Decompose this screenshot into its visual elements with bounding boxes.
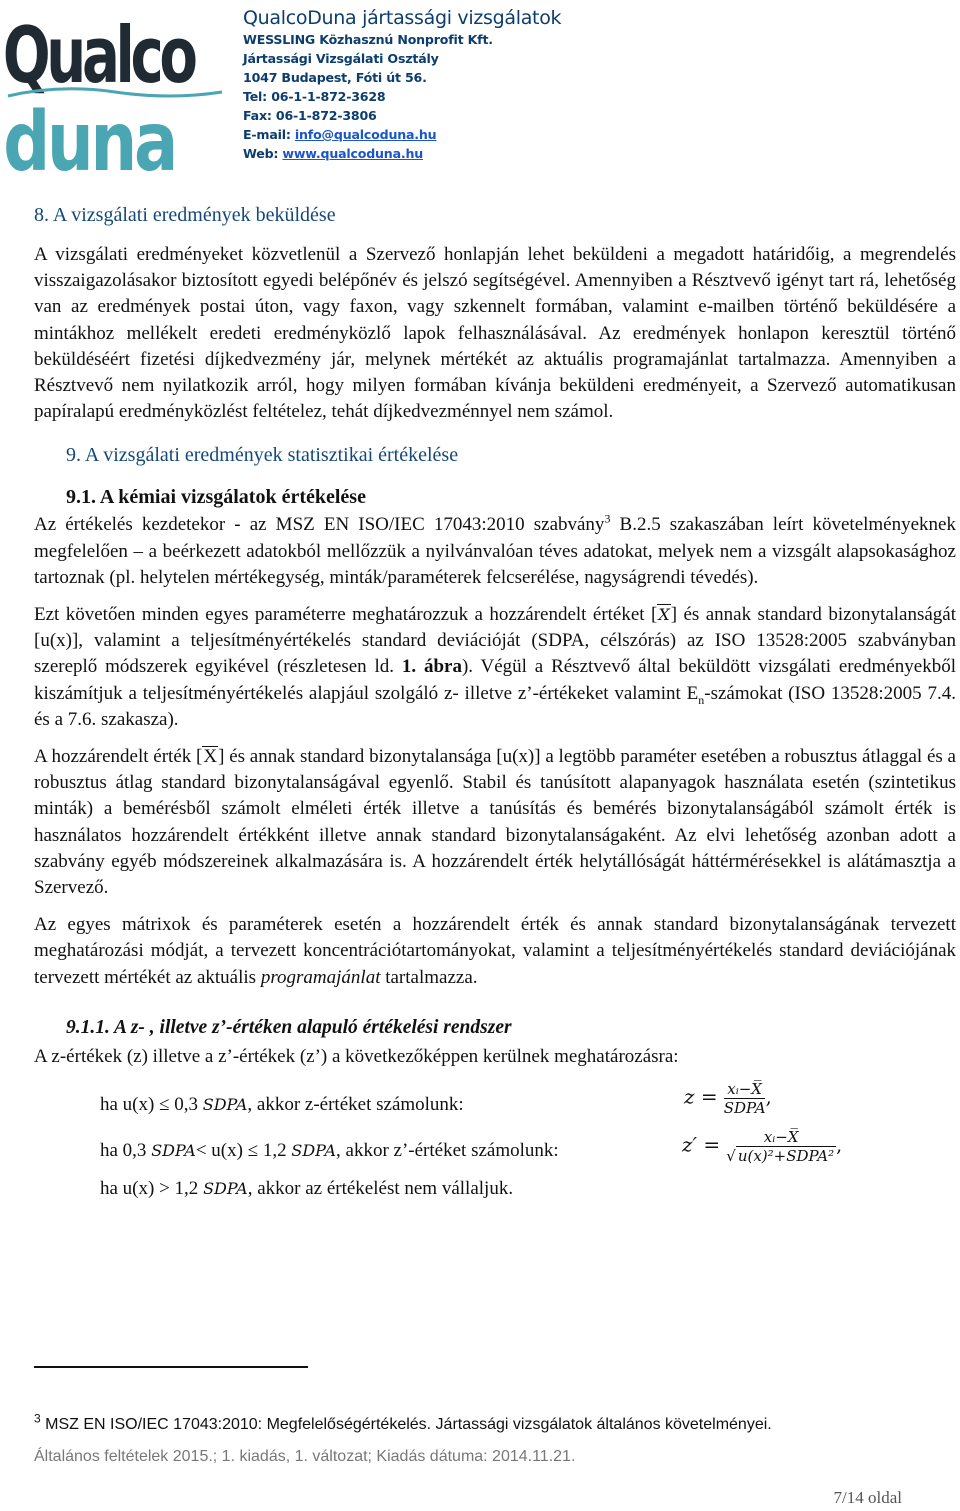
p4-text-a: Az egyes mátrixok és paraméterek esetén a hozzárendelt érték és annak standard bizonytalanságának tervezett meghatározási módját, a tervezett koncentrációtartományokat, valamint a teljesítményértékelés standard deviációjának tervezett mértékét az aktuális (34, 914, 956, 988)
rule-3-b: , akkor az értékelést nem vállaljuk. (247, 1178, 514, 1200)
assigned-value-symbol: X (658, 605, 670, 625)
rule-2-a: ha 0,3 (100, 1140, 152, 1162)
z-score-formula (684, 1080, 772, 1117)
section-9-1-heading: 9.1. A kémiai vizsgálatok értékelése (66, 486, 366, 509)
p2-text-b: ] és annak standard bizonytalanságát [u(x)], valamint a teljesítményértékelés standard deviációját (SDPA, célszórás) az ISO 13528:2005 szabványban szereplő módszerek egyikével (részletesen ld. (34, 604, 956, 678)
rule-3-sdpa: SDPA (203, 1179, 248, 1199)
z-prime-radicand: u(x)²+SDPA² (737, 1147, 835, 1166)
z-score-intro: A z-értékek (z) illetve a z’-értékek (z’) a következőképpen kerülnek meghatározásra: (34, 1045, 679, 1067)
figure-reference: 1. ábra (401, 656, 462, 678)
z-denominator: SDPA (723, 1099, 766, 1118)
p2-text-d: -számokat (ISO 13528:2005 7.4. és a 7.6. szakasza). (34, 682, 956, 730)
rule-2-sdpa: SDPA (151, 1141, 196, 1161)
web-label: Web: (243, 146, 283, 161)
org-fax: Fax: 06-1-872-3806 (243, 108, 377, 123)
email-link[interactable]: info@qualcoduna.hu (294, 127, 437, 142)
qualcoduna-logo (0, 0, 232, 178)
p2-text-a: Ezt követően minden egyes paraméterre meghatározzuk a hozzárendelt értéket [ (34, 604, 658, 626)
rule-2-text (100, 1138, 559, 1164)
rule-no-evaluation (34, 1172, 956, 1202)
rule-2-b: < u(x) ≤ 1,2 (195, 1140, 292, 1162)
org-name: WESSLING Közhasznú Nonprofit Kft. (243, 32, 493, 47)
footnote-ref: 3 (604, 512, 611, 527)
p4-text-b: tartalmazza. (380, 966, 478, 988)
footer-edition: Általános feltételek 2015.; 1. kiadás, 1. változat; Kiadás dátuma: 2014.11.21. (34, 1448, 576, 1465)
p1-text-b: B.2.5 szakaszában leírt követelményeknek megfelelően – a beérkezett adatokból mellőzzük a nyilvánvalóan téves adatokat, melyek nem a vizsgált alapsokasághoz tartoznak (pl. helytelen mértékegység, minták/paraméterek felcserélése, nagyságrendi tévedés). (34, 514, 956, 588)
section-9-heading: 9. A vizsgálati eredmények statisztikai értékelése (66, 444, 459, 467)
org-department: Jártassági Vizsgálati Osztály (243, 51, 439, 66)
org-web-row (243, 144, 561, 163)
footnote (34, 1411, 772, 1434)
section-9-1-paragraph-2 (34, 602, 956, 733)
email-label: E-mail: (243, 127, 295, 142)
section-9-1-paragraph-3 (34, 744, 956, 901)
z-prime-formula (682, 1128, 842, 1165)
rule-1-a: ha u(x) ≤ 0,3 (100, 1094, 203, 1116)
z-prime-fraction (726, 1128, 836, 1165)
main-content (34, 202, 956, 1202)
rule-3-a: ha u(x) > 1,2 (100, 1178, 204, 1200)
organisation-header (243, 6, 561, 163)
section-9-1-1-heading: 9.1.1. A z- , illetve z’-értéken alapuló értékelési rendszer (66, 1016, 512, 1038)
rule-z-prime-score (34, 1128, 956, 1172)
z-prime-denominator: √ u(x)²+SDPA² (726, 1147, 835, 1166)
z-lhs: z = (684, 1084, 718, 1109)
section-8-heading: 8. A vizsgálati eredmények beküldése (34, 204, 336, 226)
en-subscript: n (698, 692, 705, 707)
z-prime-numerator: xᵢ−X̅ (761, 1128, 802, 1147)
rule-1-b: , akkor z-értéket számolunk: (247, 1094, 464, 1116)
web-link[interactable]: www.qualcoduna.hu (282, 146, 423, 161)
svg-text:Qualco: Qualco (2, 10, 194, 102)
rule-1-sdpa: SDPA (202, 1095, 248, 1115)
footnote-text: MSZ EN ISO/IEC 17043:2010: Megfelelőségértékelés. Jártassági vizsgálatok általános követelményei. (40, 1416, 772, 1433)
rule-2-sdpa-2: SDPA (291, 1141, 337, 1161)
rule-1-text (100, 1092, 464, 1118)
footnote-separator (34, 1366, 308, 1368)
z-prime-lhs: z′ = (682, 1132, 721, 1157)
z-fraction (724, 1080, 766, 1117)
programme-offer-italic: programajánlat (260, 966, 381, 988)
footnote-mark: 3 (34, 1411, 41, 1426)
z-numerator: xᵢ−X̅ (724, 1080, 765, 1099)
org-email-row (243, 125, 561, 144)
p1-text-a: Az értékelés kezdetekor - az MSZ EN ISO/IEC 17043:2010 szabvány (34, 514, 605, 536)
section-9-1-paragraph-4 (34, 912, 956, 991)
p3-text-b: ] és annak standard bizonytalansága [u(x)] a legtöbb paraméter esetében a robusztus átlaggal és a robusztus átlag standard bizonytalanságával egyenlő. Stabil és tanúsított alapanyagok használata esetén (szintetikus minták) a bemérésből számolt elméleti érték illetve a tanúsítás és bemérés bizonytalanságából számolt érték is használatos hozzárendelt értékként illetve annak standard bizonytalanságaként. Az elvi lehetőség azonban adott a szabvány egyéb módszereinek alkalmazására is. A hozzárendelt érték helytállóságát háttérmérésekkel is alátámasztja a Szervező. (34, 746, 956, 899)
z-comma: , (765, 1086, 772, 1109)
assigned-value-symbol-2: X (203, 746, 218, 768)
page-number: 7/14 oldal (833, 1488, 902, 1507)
rule-2-c: , akkor z’-értéket számolunk: (336, 1140, 559, 1162)
org-tel: Tel: 06-1-1-872-3628 (243, 89, 386, 104)
section-9-1-paragraph-1 (34, 512, 956, 591)
section-8-paragraph: A vizsgálati eredményeket közvetlenül a Szervező honlapján lehet beküldeni a megadott határidőig, a megrendelés visszaigazolásakor biztosított egyedi belépőnév és jelszó segítségével. Amennyiben a Résztvevő igényt tart rá, lehetőség van az eredmények postai úton, vagy faxon, vagy szkennelt formában, valamint e-mailben történő beküldésére a mintákhoz mellékelt eredeti eredményközlő lapok felhasználásával. Az eredmények honlapon keresztül történő beküldéséért fizetési díjkedvezmény jár, melynek mértékét az aktuális programajánlat tartalmazza. Amennyiben a Résztvevő nem nyilatkozik arról, hogy milyen formában kívánja beküldeni eredményeit, a Szervező automatikusan papíralapú eredményközlést feltételez, tehát díjkedvezménnyel nem számol. (34, 244, 956, 423)
p3-text-a: A hozzárendelt érték [ (34, 746, 203, 768)
p2-text-c: ). Végül a Résztvevő által beküldött vizsgálati eredményekből kiszámítjuk a teljesítményértékelés alapjául szolgáló z- illetve z’-értékeket valamint E (34, 656, 956, 704)
rule-z-score (34, 1080, 956, 1128)
z-prime-comma: , (836, 1134, 843, 1157)
svg-text:duna: duna (3, 93, 176, 178)
header-title: QualcoDuna jártassági vizsgálatok (243, 7, 562, 29)
rule-3-text (100, 1176, 513, 1202)
org-address: 1047 Budapest, Fóti út 56. (243, 70, 427, 85)
